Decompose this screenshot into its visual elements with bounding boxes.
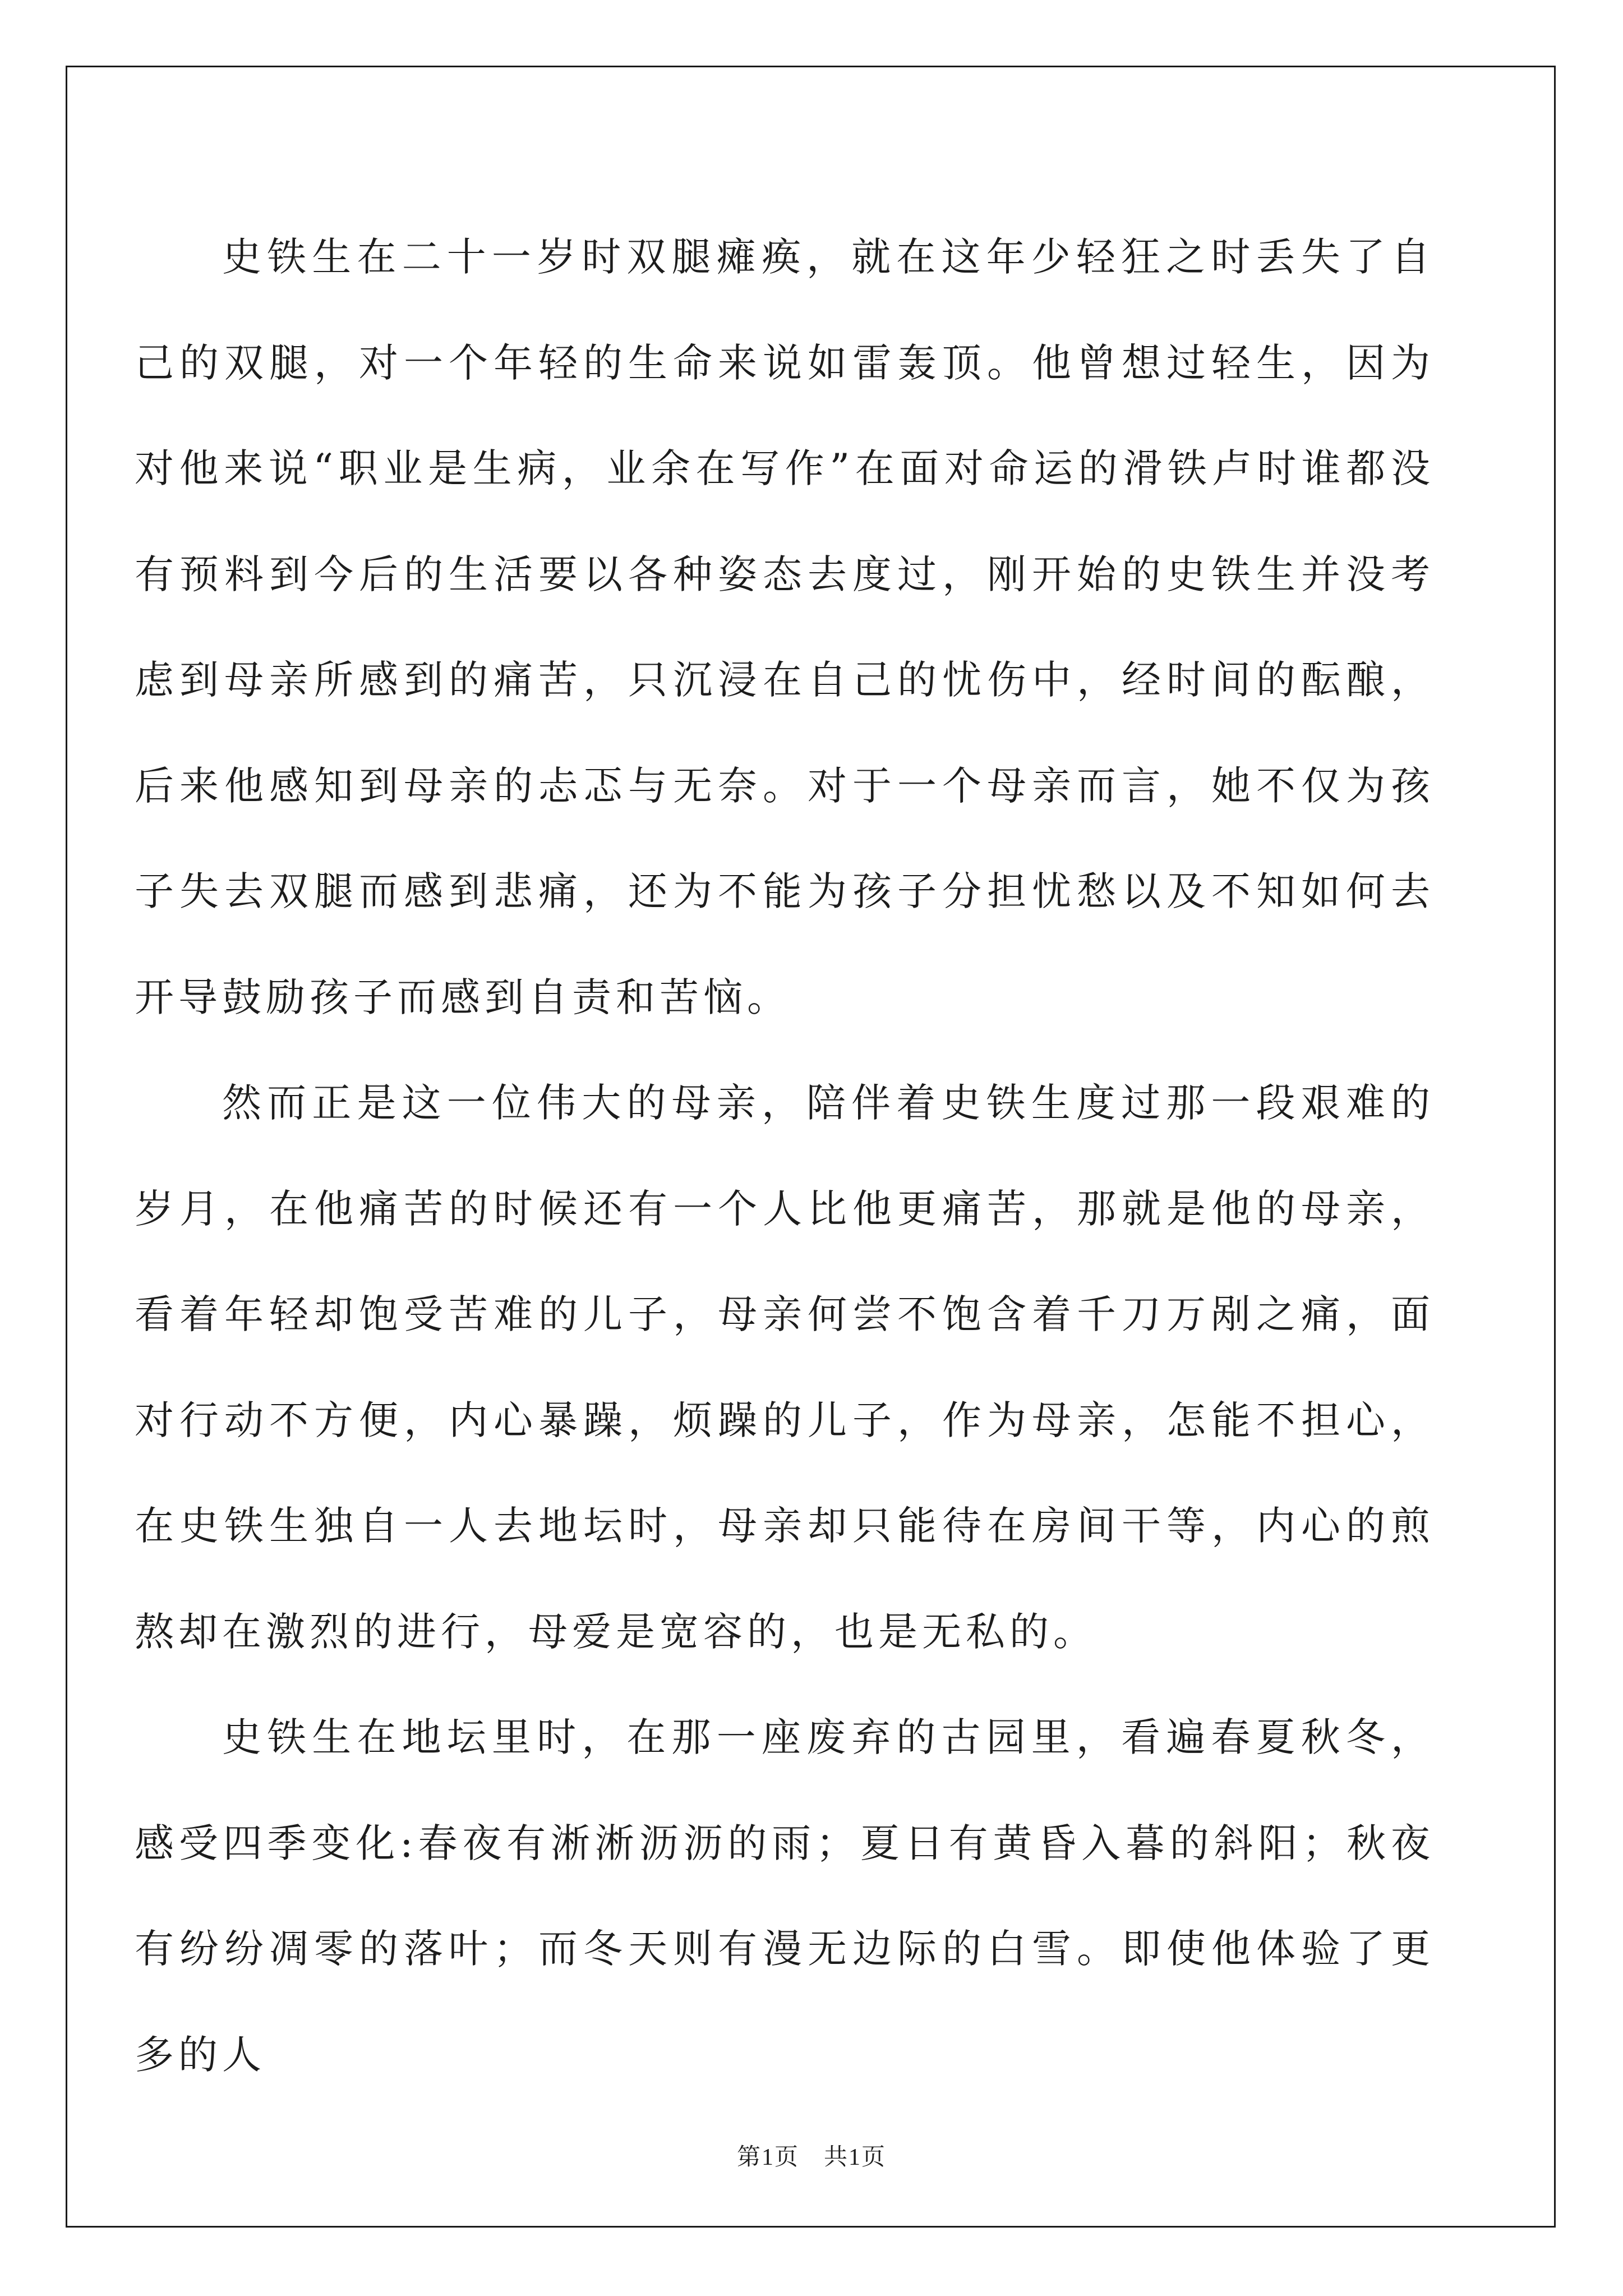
paragraph-2: 然而正是这一位伟大的母亲，陪伴着史铁生度过那一段艰难的岁月，在他痛苦的时候还有一个人比他更痛苦，那就是他的母亲，看着年轻却饱受苦难的儿子，母亲何尝不饱含着千刀万剐之痛，面对行动不方便，内心暴躁，烦躁的儿子，作为母亲，怎能不担心，在史铁生独自一人去地坛时，母亲却只能待在房间干等，内心的煎熬却在激烈的进行，母爱是宽容的，也是无私的。 <box>135 1080 1435 1655</box>
document-body <box>135 204 1435 2108</box>
paragraph-1: 史铁生在二十一岁时双腿瘫痪，就在这年少轻狂之时丢失了自己的双腿，对一个年轻的生命来说如雷轰顶。他曾想过轻生，因为对他来说“职业是生病，业余在写作”在面对命运的滑铁卢时谁都没有预料到今后的生活要以各种姿态去度过，刚开始的史铁生并没考虑到母亲所感到的痛苦，只沉浸在自己的忧伤中，经时间的酝酿，后来他感知到母亲的忐忑与无奈。对于一个母亲而言，她不仅为孩子失去双腿而感到悲痛，还为不能为孩子分担忧愁以及不知如何去开导鼓励孩子而感到自责和苦恼。 <box>135 234 1435 1020</box>
page-number-footer: 第1页 共1页 <box>736 2145 886 2170</box>
paragraph-3: 史铁生在地坛里时，在那一座废弃的古园里，看遍春夏秋冬，感受四季变化:春夜有淅淅沥沥的雨；夏日有黄昏入暮的斜阳；秋夜有纷纷凋零的落叶；而冬天则有漫无边际的白雪。即使他体验了更多的人 <box>135 1714 1435 2078</box>
